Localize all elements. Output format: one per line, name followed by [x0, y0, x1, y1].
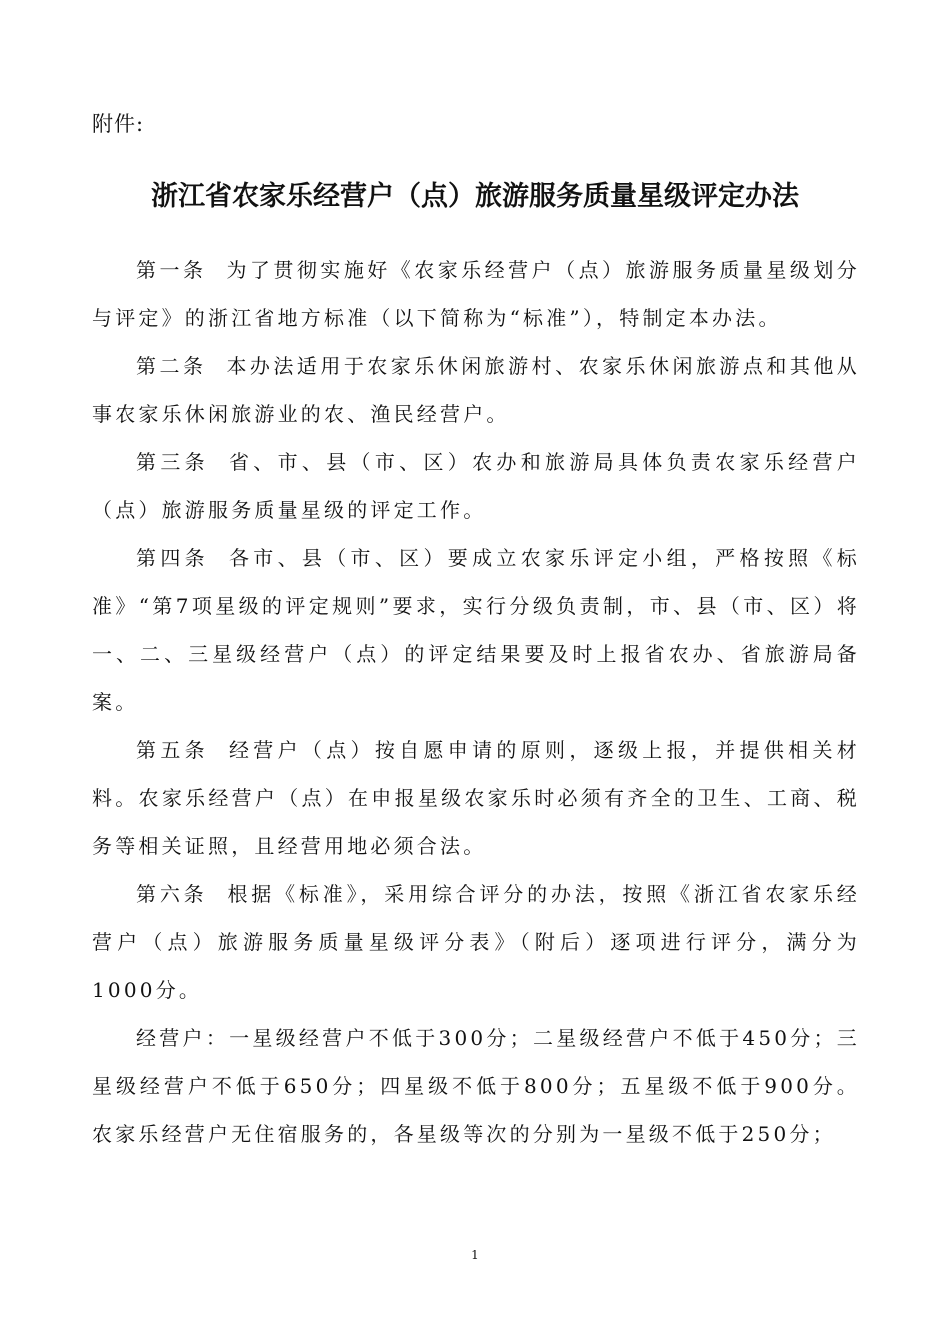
- article-text: 省、市、县（市、区）农办和旅游局具体负责农家乐经营户（点）旅游服务质量星级的评定工作。: [92, 450, 860, 522]
- article-3: [92, 438, 860, 534]
- article-heading: 第六条: [136, 882, 208, 906]
- article-heading: 第一条: [136, 258, 207, 282]
- article-heading: 第三条: [136, 450, 209, 474]
- article-heading: 第四条: [136, 546, 209, 570]
- article-4: [92, 534, 860, 726]
- article-text: 各市、县（市、区）要成立农家乐评定小组，严格按照《标准》“第7项星级的评定规则”要求，实行分级负责制，市、县（市、区）将一、二、三星级经营户（点）的评定结果要及时上报省农办、省旅游局备案。: [92, 546, 860, 714]
- article-text: 根据《标准》，采用综合评分的办法，按照《浙江省农家乐经营户（点）旅游服务质量星级评分表》（附后）逐项进行评分，满分为1000分。: [92, 882, 860, 1002]
- document-title: 浙江省农家乐经营户（点）旅游服务质量星级评定办法: [151, 181, 799, 212]
- article-text: 本办法适用于农家乐休闲旅游村、农家乐休闲旅游点和其他从事农家乐休闲旅游业的农、渔民经营户。: [92, 354, 860, 426]
- article-6: [92, 870, 860, 1014]
- paragraph-text: 经营户：一星级经营户不低于300分；二星级经营户不低于450分；三星级经营户不低于650分；四星级不低于800分；五星级不低于900分。农家乐经营户无住宿服务的，各星级等次的分别为一星级不低于250分；: [92, 1026, 860, 1146]
- article-2: [92, 342, 860, 438]
- article-5: [92, 726, 860, 870]
- page-number: 1: [471, 1248, 479, 1262]
- attachment-label: 附件:: [92, 112, 145, 136]
- article-heading: 第五条: [136, 738, 209, 762]
- article-text: 为了贯彻实施好《农家乐经营户（点）旅游服务质量星级划分与评定》的浙江省地方标准（以下简称为“标准”），特制定本办法。: [92, 258, 860, 330]
- score-thresholds-paragraph: [92, 1014, 860, 1158]
- article-text: 经营户（点）按自愿申请的原则，逐级上报，并提供相关材料。农家乐经营户（点）在申报星级农家乐时必须有齐全的卫生、工商、税务等相关证照，且经营用地必须合法。: [92, 738, 860, 858]
- document-body: [92, 246, 860, 1158]
- article-heading: 第二条: [136, 354, 207, 378]
- article-1: [92, 246, 860, 342]
